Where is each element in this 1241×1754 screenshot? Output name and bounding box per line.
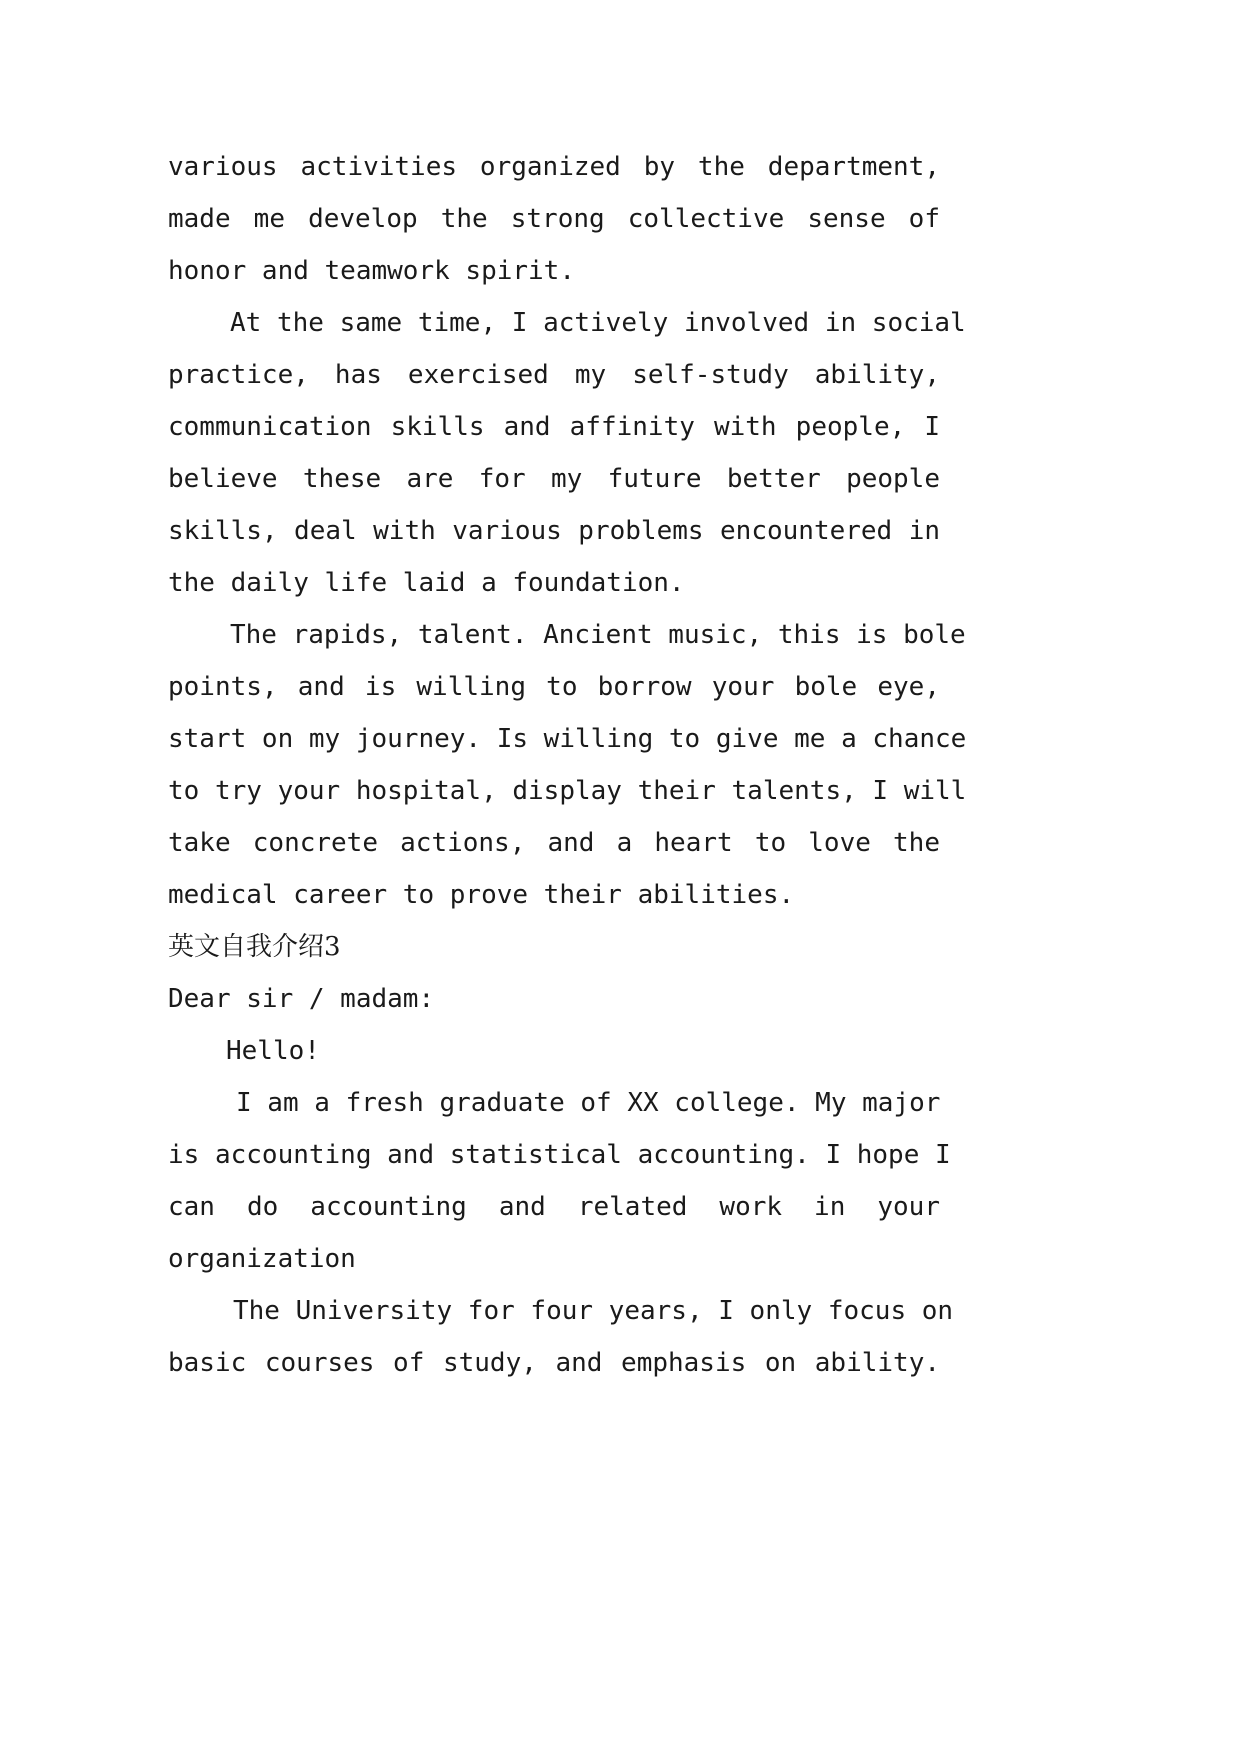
text-line: The University for four years, I only focus on [233,1296,954,1326]
paragraph-graduate [168,1077,951,1285]
text-line: skills, deal with various problems encountered in [168,516,940,546]
text-line: basic courses of study, and emphasis on ability. [168,1348,940,1378]
text-line: start on my journey. Is willing to give me a chance [168,724,967,754]
paragraph-talent [168,609,967,921]
text-line: is accounting and statistical accounting. I hope I [168,1140,951,1170]
document-body [168,141,967,1389]
text-line: medical career to prove their abilities. [168,880,795,910]
text-line: made me develop the strong collective sense of [168,204,940,234]
greeting [168,1025,940,1077]
text-line: organization [168,1244,356,1274]
text-line: honor and teamwork spirit. [168,256,575,286]
section-heading [168,921,940,973]
text-line: communication skills and affinity with people, I [168,412,940,442]
text-line: points, and is willing to borrow your bole eye, [168,672,940,702]
text-line: various activities organized by the department, [168,152,940,182]
text-line: At the same time, I actively involved in social [230,308,966,338]
paragraph-social-practice [168,297,966,609]
text-line: to try your hospital, display their talents, I will [168,776,967,806]
text-line: can do accounting and related work in your [168,1192,940,1222]
section-heading-text: 英文自我介绍3 [168,932,341,962]
salutation [168,973,940,1025]
salutation-text: Dear sir / madam: [168,984,435,1014]
text-line: believe these are for my future better people [168,464,940,494]
paragraph-teamwork [168,141,940,297]
greeting-text: Hello! [226,1036,320,1066]
text-line: take concrete actions, and a heart to love the [168,828,940,858]
text-line: the daily life laid a foundation. [168,568,685,598]
paragraph-university [168,1285,954,1389]
text-line: practice, has exercised my self-study ability, [168,360,940,390]
text-line: I am a fresh graduate of XX college. My major [236,1088,941,1118]
text-line: The rapids, talent. Ancient music, this is bole [230,620,966,650]
